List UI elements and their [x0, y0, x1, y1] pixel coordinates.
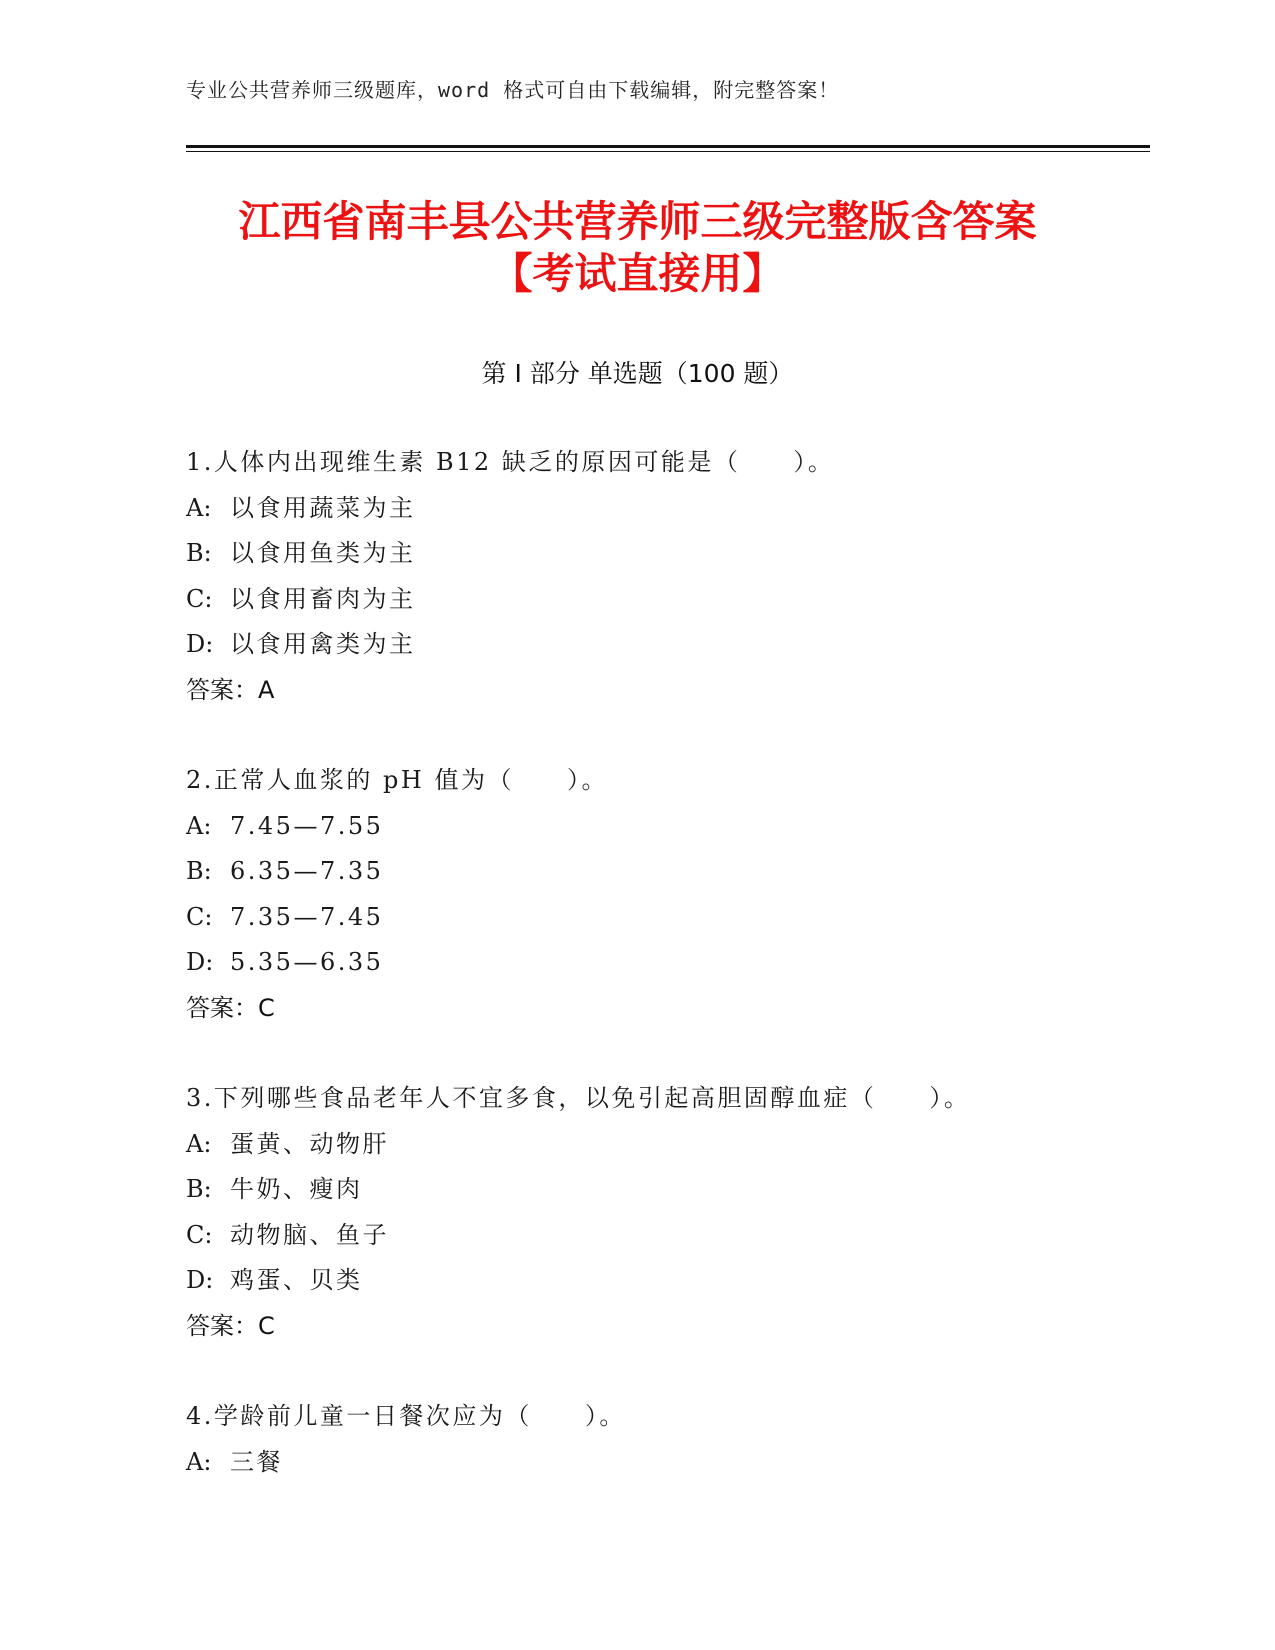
option-row: [186, 1122, 1146, 1168]
answer-line: 答案：A: [186, 675, 275, 704]
section-heading: 第 I 部分 单选题（100 题）: [481, 359, 794, 388]
option-letter: C:: [186, 584, 213, 613]
option-text: 7.45—7.55: [230, 811, 384, 840]
option-text: 7.35—7.45: [230, 902, 384, 931]
answer-line: 答案：C: [186, 1311, 275, 1340]
question-stem: 2.正常人血浆的 pH 值为（ ）。: [186, 766, 608, 794]
option-row: [186, 804, 1146, 850]
option-letter: D:: [186, 630, 214, 658]
option-text: 蛋黄、动物肝: [230, 1129, 389, 1158]
option-row: [186, 622, 1146, 668]
option-letter: A:: [186, 1447, 212, 1476]
option-row: [186, 577, 1146, 623]
page-header-note: 专业公共营养师三级题库，word 格式可自由下载编辑，附完整答案！: [186, 78, 840, 102]
question-stem: 1.人体内出现维生素 B12 缺乏的原因可能是（ ）。: [186, 448, 835, 476]
question-stem: 3.下列哪些食品老年人不宜多食，以免引起高胆固醇血症（ ）。: [186, 1084, 971, 1112]
option-letter: C:: [186, 902, 213, 931]
option-letter: A:: [186, 811, 212, 840]
answer-line: 答案：C: [186, 993, 275, 1022]
option-row: [186, 1440, 1146, 1486]
document-title-line-1: 江西省南丰县公共营养师三级完整版含答案: [238, 197, 1037, 246]
question-item: [186, 1076, 1146, 1349]
question-item: [186, 440, 1146, 713]
document-title-line-2: 【考试直接用】: [490, 249, 785, 298]
header-rule-thick: [186, 145, 1150, 148]
question-item: [186, 1394, 1146, 1485]
option-text: 5.35—6.35: [230, 948, 384, 976]
option-letter: B:: [186, 539, 212, 567]
option-letter: A:: [186, 1129, 212, 1158]
header-rule-thin: [186, 151, 1150, 152]
option-letter: D:: [186, 1266, 214, 1294]
option-row: [186, 1213, 1146, 1259]
document-title: [0, 196, 1275, 300]
option-text: 以食用畜肉为主: [230, 584, 416, 613]
option-row: [186, 849, 1146, 895]
option-letter: B:: [186, 857, 212, 885]
option-letter: B:: [186, 1175, 212, 1203]
question-item: [186, 758, 1146, 1031]
option-letter: D:: [186, 948, 214, 976]
option-row: [186, 531, 1146, 577]
option-text: 以食用鱼类为主: [230, 539, 416, 567]
option-text: 鸡蛋、贝类: [230, 1266, 363, 1294]
question-list: [186, 440, 1146, 1530]
option-row: [186, 895, 1146, 941]
question-stem: 4.学龄前儿童一日餐次应为（ ）。: [186, 1402, 626, 1430]
option-text: 牛奶、瘦肉: [230, 1175, 363, 1203]
option-text: 动物脑、鱼子: [230, 1220, 389, 1249]
option-text: 以食用蔬菜为主: [230, 493, 416, 522]
option-text: 三餐: [230, 1447, 283, 1476]
option-row: [186, 1167, 1146, 1213]
option-text: 以食用禽类为主: [230, 630, 416, 658]
option-row: [186, 940, 1146, 986]
option-text: 6.35—7.35: [230, 857, 384, 885]
option-row: [186, 486, 1146, 532]
option-row: [186, 1258, 1146, 1304]
option-letter: C:: [186, 1220, 213, 1249]
option-letter: A:: [186, 493, 212, 522]
